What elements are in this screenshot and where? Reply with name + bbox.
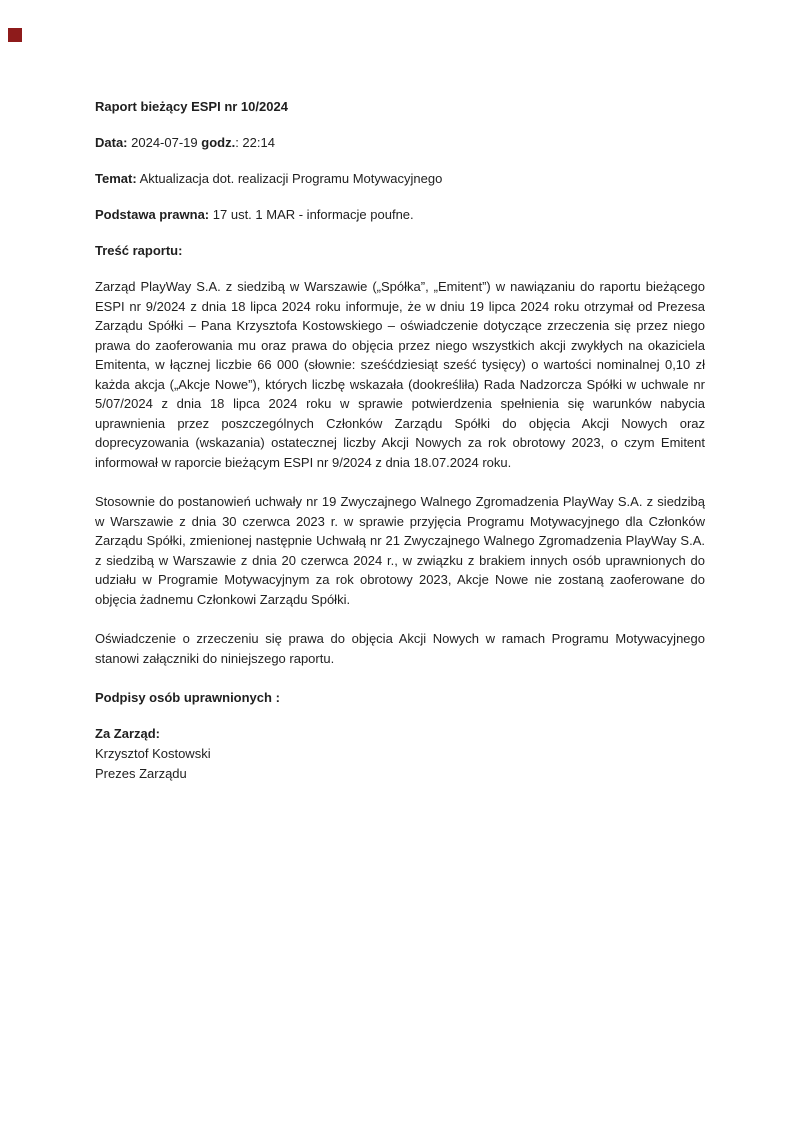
signatures-heading: Podpisy osób uprawnionych : (95, 690, 280, 705)
subject-label: Temat: (95, 171, 137, 186)
report-paragraph-2: Stosownie do postanowień uchwały nr 19 Zwyczajnego Walnego Zgromadzenia PlayWay S.A. z siedzibą w Warszawie z dnia 30 czerwca 2023 r. w sprawie przyjęcia Programu Motywacyjnego dla Członków Zarządu Spółki, zmienionej następnie Uchwałą nr 21 Zwyczajnego Walnego Zgromadzenia PlayWay S.A. z siedzibą w Warszawie z dnia 20 czerwca 2024 r., w związku z brakiem innych osób uprawnionych do udziału w Programie Motywacyjnym za rok obrotowy 2023, Akcje Nowe nie zostaną zaoferowane do objęcia żadnemu Członkowi Zarządu Spółki. (95, 494, 705, 607)
report-document (95, 97, 705, 784)
signature-for-label: Za Zarząd: (95, 726, 161, 741)
subject-line (95, 169, 705, 189)
date-line (95, 133, 705, 153)
report-title: Raport bieżący ESPI nr 10/2024 (95, 99, 288, 114)
time-label: godz. (201, 135, 236, 150)
signatory-role: Prezes Zarządu (95, 766, 187, 781)
signatory-name: Krzysztof Kostowski (95, 746, 211, 761)
subject-value: Aktualizacja dot. realizacji Programu Motywacyjnego (139, 171, 443, 186)
report-paragraph-3: Oświadczenie o zrzeczeniu się prawa do objęcia Akcji Nowych w ramach Programu Motywacyjnego stanowi załączniki do niniejszego raportu. (95, 631, 705, 666)
legal-basis-label: Podstawa prawna: (95, 207, 210, 222)
corner-marker (8, 28, 22, 42)
report-paragraph-1: Zarząd PlayWay S.A. z siedzibą w Warszawie („Spółka”, „Emitent”) w nawiązaniu do raportu bieżącego ESPI nr 9/2024 z dnia 18 lipca 2024 roku informuje, że w dniu 19 lipca 2024 roku otrzymał od Prezesa Zarządu Spółki – Pana Krzysztofa Kostowskiego – oświadczenie dotyczące zrzeczenia się przez niego prawa do zaoferowania mu oraz prawa do objęcia przez niego wszystkich akcji zwykłych na okaziciela Emitenta, w łącznej liczbie 66 000 (słownie: sześćdziesiąt sześć tysięcy) o wartości nominalnej 0,10 zł każda akcja („Akcje Nowe”), których liczbę wskazała (dookreśliła) Rada Nadzorcza Spółki w uchwale nr 5/07/2024 z dnia 18 lipca 2024 roku w sprawie potwierdzenia spełnienia się warunków nabycia uprawnienia przez poszczególnych Członków Zarządu Spółki do objęcia Akcji Nowych oraz doprecyzowania (wskazania) ostatecznej liczby Akcji Nowych za rok obrotowy 2023, o czym Emitent informował w raporcie bieżącym ESPI nr 9/2024 z dnia 18.07.2024 roku. (95, 279, 705, 470)
content-heading: Treść raportu: (95, 243, 183, 258)
date-value: 2024-07-19 (131, 135, 198, 150)
date-label: Data: (95, 135, 128, 150)
time-value: : 22:14 (235, 135, 275, 150)
legal-basis-value: 17 ust. 1 MAR - informacje poufne. (212, 207, 414, 222)
legal-basis-line (95, 205, 705, 225)
